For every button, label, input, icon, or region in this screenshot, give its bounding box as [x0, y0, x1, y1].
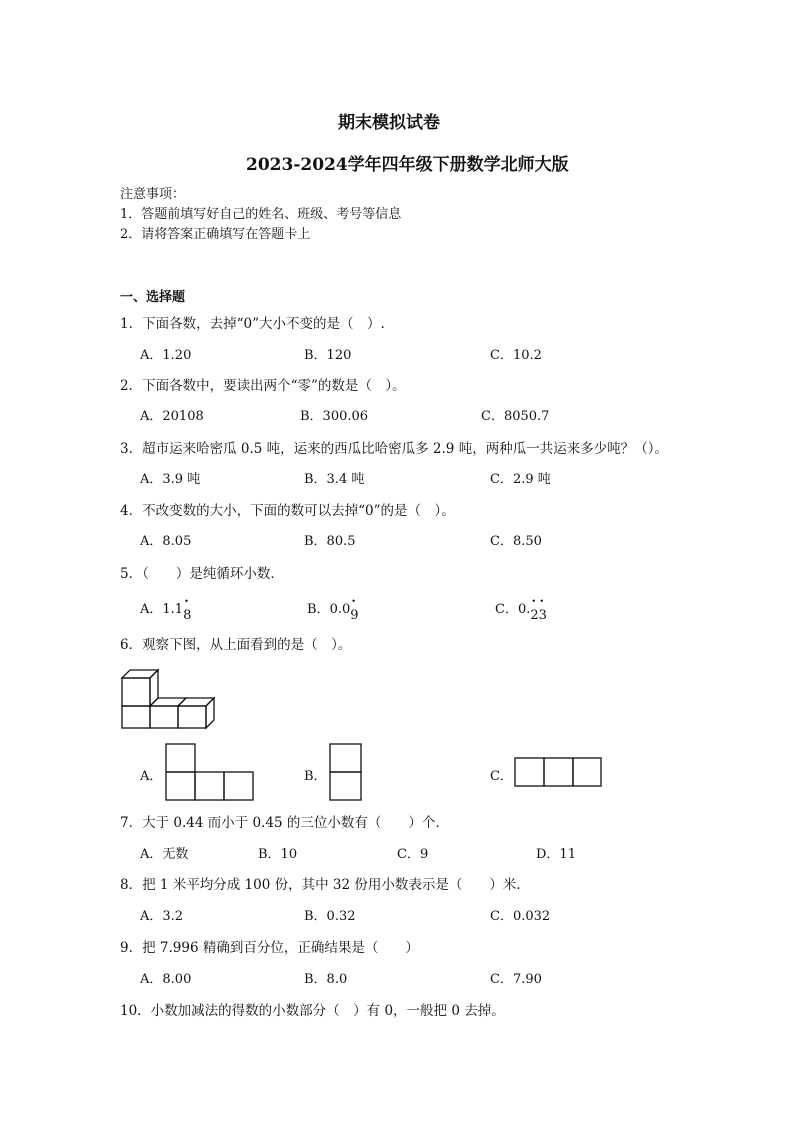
repeating-digits: • 8	[183, 608, 191, 623]
square-cell	[166, 744, 195, 772]
option-c[interactable]: C．2.9 吨	[490, 472, 551, 487]
option-b[interactable]: B．0.32	[304, 909, 356, 924]
option-b[interactable]: B．120	[304, 348, 352, 363]
cube-top-face	[122, 670, 158, 678]
view-option-b-figure	[329, 743, 363, 801]
square-cell	[573, 758, 601, 786]
option-b[interactable]: B．300.06	[300, 409, 369, 424]
section-heading: 一、选择题	[120, 290, 186, 305]
option-c[interactable]: C．0.032	[490, 909, 551, 924]
option-c[interactable]: C．7.90	[490, 972, 542, 987]
option-label: A．	[140, 602, 163, 617]
question-text: 4．不改变数的大小，下面的数可以去掉“0”的是（ ）。	[120, 503, 455, 519]
view-option-a-figure	[165, 743, 255, 801]
notice-item: 1．答题前填写好自己的姓名、班级、考号等信息	[120, 207, 402, 222]
option-a[interactable]: A．1.20	[140, 348, 192, 363]
option-a[interactable]: A．8.05	[140, 534, 192, 549]
option-c[interactable]	[495, 598, 547, 623]
option-b[interactable]: B．	[304, 769, 327, 784]
repeating-digits: • 9	[350, 608, 358, 623]
option-b[interactable]: B．10	[258, 847, 298, 862]
cube-front-face	[150, 706, 178, 728]
option-a[interactable]: A．8.00	[140, 972, 192, 987]
option-d[interactable]: D．11	[536, 847, 576, 862]
option-a[interactable]: A．3.9 吨	[140, 472, 201, 487]
cube-side-face	[206, 698, 214, 728]
square-cell	[195, 772, 224, 800]
question-text: 8．把 1 米平均分成 100 份，其中 32 份用小数表示是（ ）米．	[120, 877, 530, 893]
option-c[interactable]: C．8.50	[490, 534, 542, 549]
question-text: 2．下面各数中，要读出两个“零”的数是（ ）。	[120, 378, 406, 394]
cube-front-face	[122, 706, 150, 728]
question-text: 6．观察下图，从上面看到的是（ ）。	[120, 637, 352, 653]
option-b[interactable]: B．80.5	[304, 534, 356, 549]
cube-top-face	[150, 698, 186, 706]
option-b[interactable]	[307, 598, 359, 623]
cube-front-face	[122, 678, 150, 706]
option-base: 1.1	[162, 602, 184, 617]
square-cell	[224, 772, 253, 800]
option-b[interactable]: B．3.4 吨	[304, 472, 365, 487]
option-base: 0.	[517, 602, 531, 617]
option-label: C．	[495, 602, 518, 617]
option-c[interactable]: C．8050.7	[481, 409, 550, 424]
cube-figure	[120, 666, 216, 730]
square-cell	[515, 758, 544, 786]
square-cell	[330, 744, 361, 772]
question-text: 5．（ ）是纯循环小数．	[120, 566, 284, 582]
option-a[interactable]: A．	[140, 769, 163, 784]
question-text: 10．小数加减法的得数的小数部分（ ）有 0，一般把 0 去掉。	[120, 1003, 505, 1019]
cube-top-face	[178, 698, 214, 706]
question-text: 9．把 7.996 精确到百分位，正确结果是（ ）	[120, 940, 419, 956]
cube-front-face	[178, 706, 206, 728]
question-text: 1．下面各数，去掉“0”大小不变的是（ ）.	[120, 316, 385, 332]
square-cell	[544, 758, 573, 786]
question-text: 3．超市运来哈密瓜 0.5 吨，运来的西瓜比哈密瓜多 2.9 吨，两种瓜一共运来多少吨？（）。	[120, 441, 668, 457]
option-c[interactable]: C．	[490, 769, 513, 784]
repeating-digits: 23 • •	[530, 597, 547, 623]
option-c[interactable]: C．9	[397, 847, 429, 862]
option-a[interactable]: A．无数	[140, 847, 189, 862]
option-label: B．	[307, 602, 330, 617]
option-a[interactable]: A．3.2	[140, 909, 184, 924]
option-b[interactable]: B．8.0	[304, 972, 348, 987]
view-option-c-figure	[514, 757, 604, 789]
notice-item: 2．请将答案正确填写在答题卡上	[120, 227, 311, 242]
question-text: 7．大于 0.44 而小于 0.45 的三位小数有（ ）个．	[120, 815, 449, 831]
page-title: 期末模拟试卷	[338, 113, 440, 133]
notice-heading: 注意事项：	[120, 187, 186, 202]
option-a[interactable]: A．20108	[140, 409, 204, 424]
option-a[interactable]	[140, 598, 191, 623]
page-subtitle: 2023-2024学年四年级下册数学北师大版	[246, 155, 569, 175]
cube-side-face	[150, 670, 158, 706]
square-cell	[330, 772, 361, 800]
option-c[interactable]: C．10.2	[490, 348, 542, 363]
option-base: 0.0	[329, 602, 351, 617]
square-cell	[166, 772, 195, 800]
